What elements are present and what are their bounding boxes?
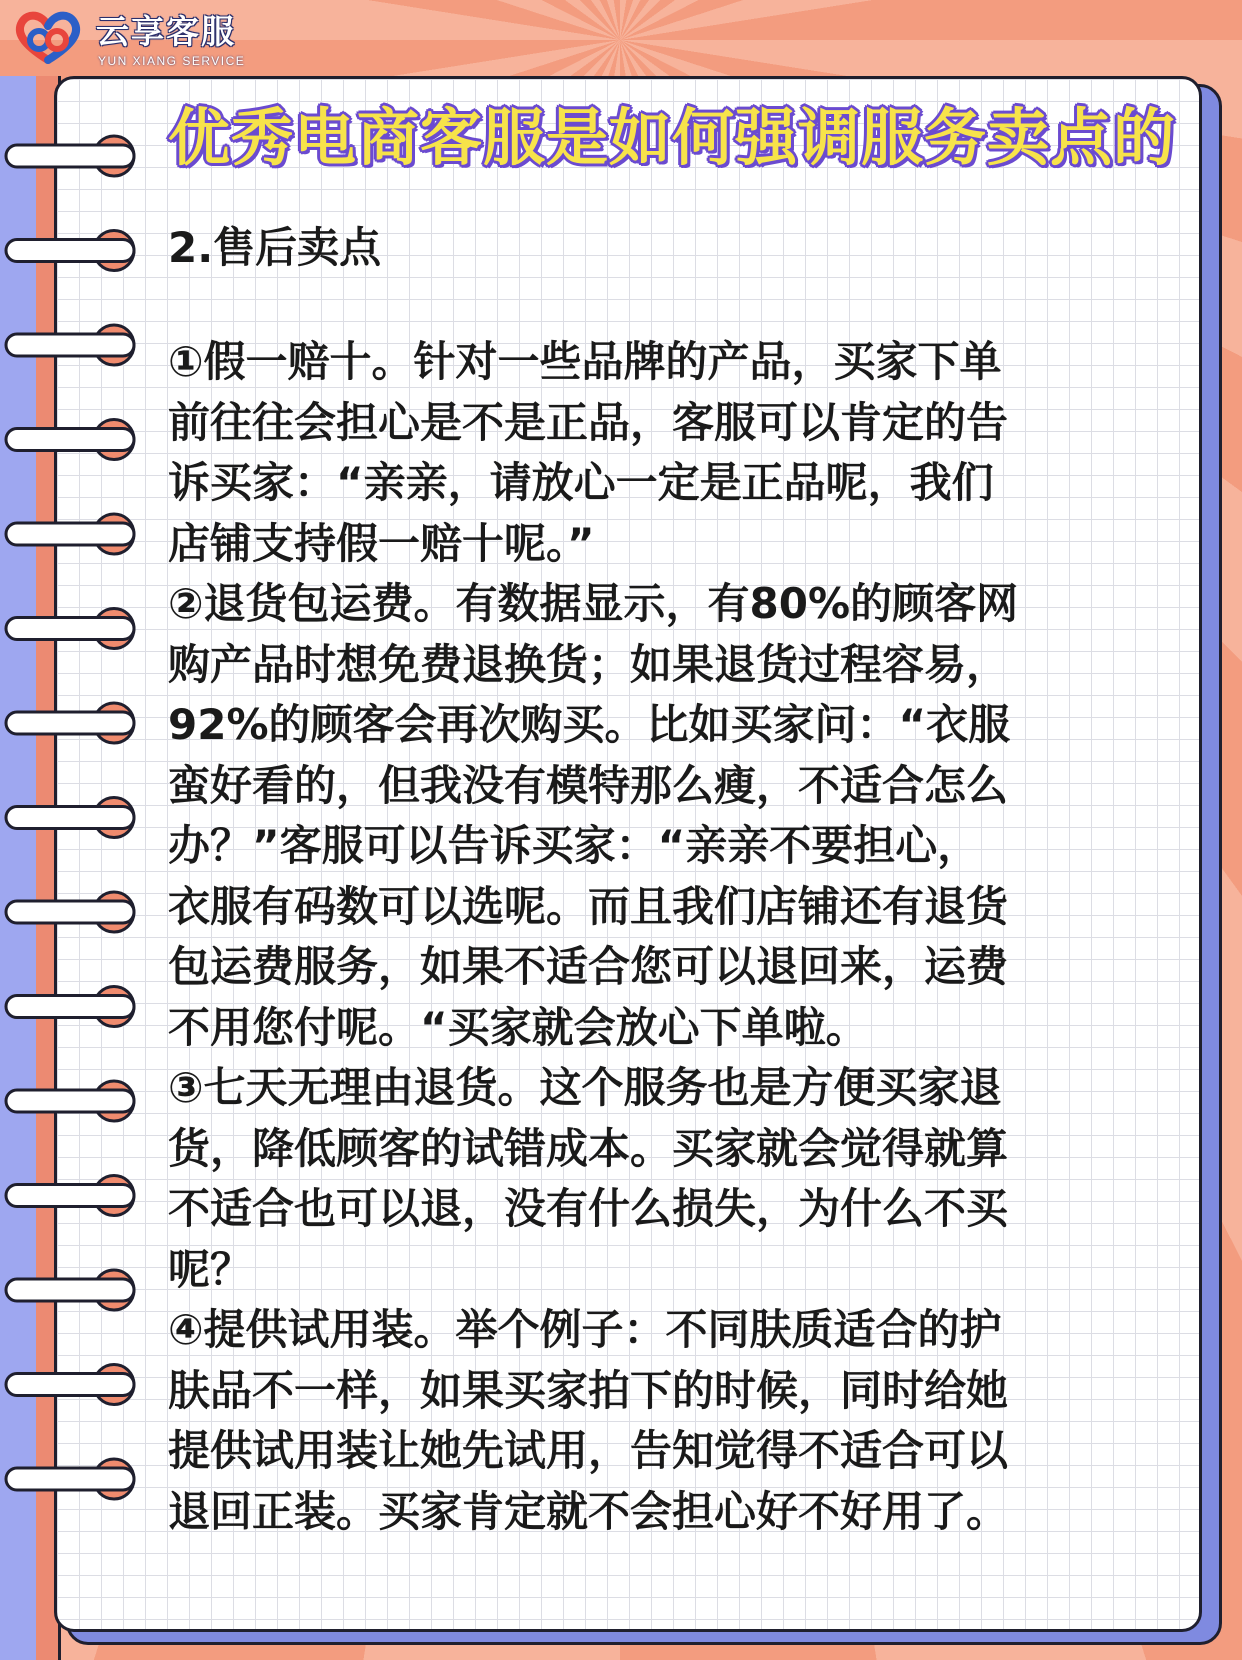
body-line: 肤品不一样，如果买家拍下的时候，同时给她	[168, 1365, 1009, 1415]
ring-binder	[6, 1176, 134, 1216]
body-line: 92%的顾客会再次购买。比如买家问：“衣服	[168, 700, 1011, 749]
body-line: 提供试用装让她先试用，告知觉得不适合可以	[168, 1426, 1009, 1475]
ring-binder	[6, 1365, 134, 1405]
body-line: 呢？	[168, 1244, 253, 1294]
ring-binder	[6, 136, 134, 176]
body-line: ②退货包运费。有数据显示，有80%的顾客网	[168, 579, 1019, 628]
ring-binder	[6, 987, 134, 1027]
body-line: ①假一赔十。针对一些品牌的产品，买家下单	[168, 337, 1002, 386]
ring-binder	[6, 703, 134, 743]
body-line: ③七天无理由退货。这个服务也是方便买家退	[168, 1063, 1002, 1112]
ring-binder	[6, 1270, 134, 1310]
section-heading: 2.售后卖点	[168, 223, 382, 272]
ring-binder	[6, 325, 134, 365]
ring-binder	[6, 892, 134, 932]
notebook-rings	[0, 0, 160, 1660]
brand-name-en: YUN XIANG SERVICE	[98, 54, 246, 68]
body-line: 蛮好看的，但我没有模特那么瘦，不适合怎么	[168, 760, 1009, 810]
body-line: 办？”客服可以告诉买家：“亲亲不要担心，	[168, 821, 980, 870]
article-body	[168, 332, 1158, 1542]
body-line: 不适合也可以退，没有什么损失，为什么不买	[168, 1184, 1009, 1233]
body-line: ④提供试用装。举个例子：不同肤质适合的护	[168, 1305, 1002, 1354]
body-line: 包运费服务，如果不适合您可以退回来，运费	[168, 942, 1009, 991]
body-line: 货，降低顾客的试错成本。买家就会觉得就算	[168, 1123, 1009, 1173]
body-line: 前往往会担心是不是正品，客服可以肯定的告	[168, 397, 1009, 447]
ring-binder	[6, 1459, 134, 1499]
body-line: 诉买家：“亲亲，请放心一定是正品呢，我们	[168, 458, 994, 507]
body-line: 衣服有码数可以选呢。而且我们店铺还有退货	[168, 881, 1009, 931]
body-line: 退回正装。买家肯定就不会担心好不好用了。	[168, 1486, 1009, 1536]
ring-binder	[6, 514, 134, 554]
body-line: 店铺支持假一赔十呢。”	[168, 518, 595, 568]
page-title: 优秀电商客服是如何强调服务卖点的	[168, 101, 1177, 174]
ring-binder	[6, 609, 134, 649]
ring-binder	[6, 231, 134, 271]
ring-binder	[6, 1081, 134, 1121]
ring-binder	[6, 798, 134, 838]
body-line: 不用您付呢。“买家就会放心下单啦。	[168, 1002, 868, 1052]
body-line: 购产品时想免费退换货；如果退货过程容易，	[168, 639, 1009, 689]
brand-name-cn: 云享客服	[96, 12, 236, 51]
ring-binder	[6, 420, 134, 460]
